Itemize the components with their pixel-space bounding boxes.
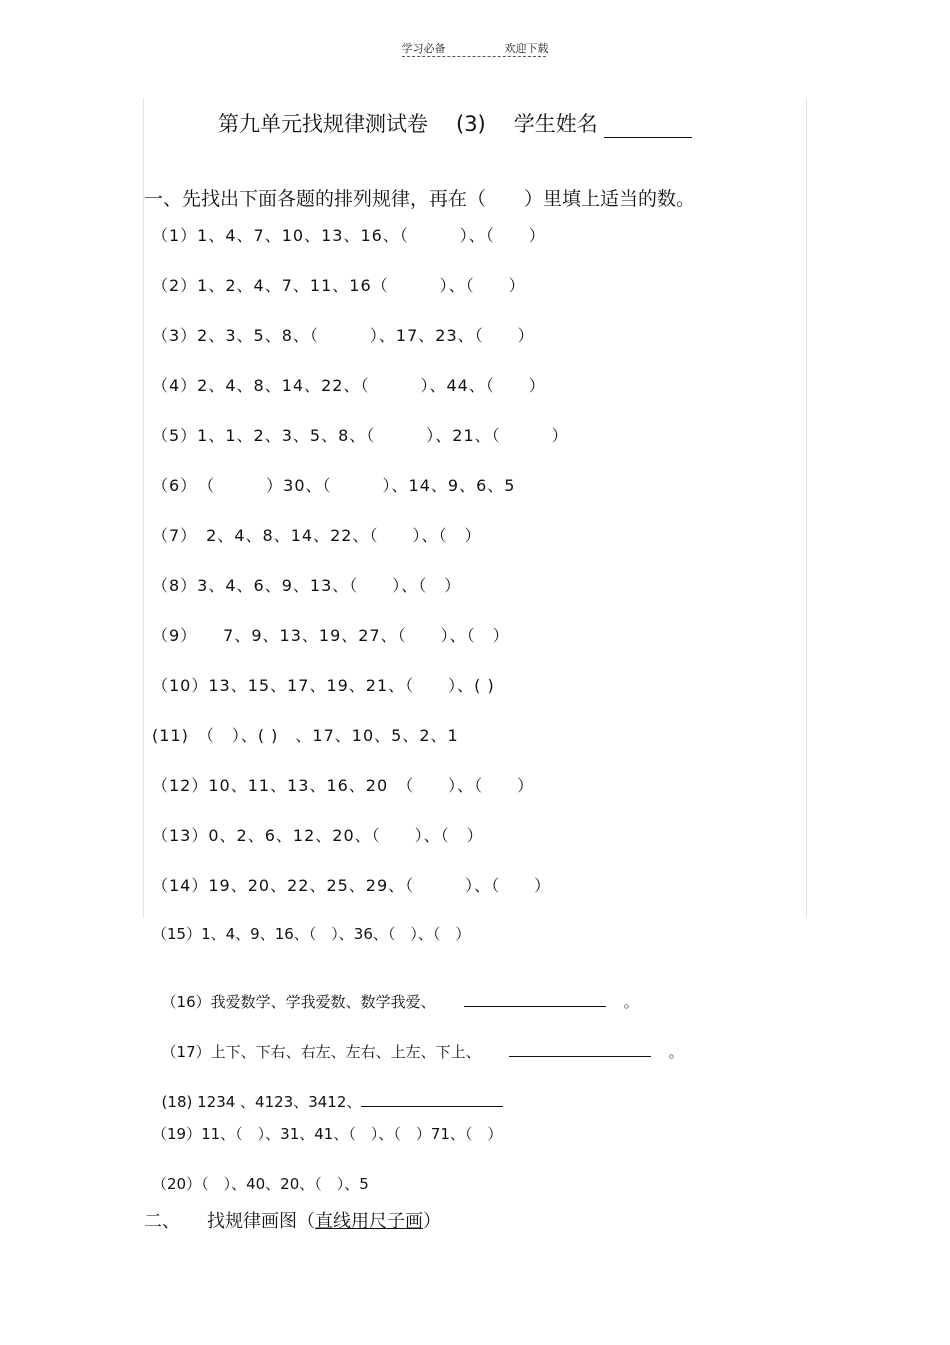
question-7: （7） 2、4、8、14、22、（ ）、（ ）: [152, 526, 482, 545]
question-17: [152, 1023, 684, 1062]
question-17-answer-line[interactable]: [509, 1042, 651, 1057]
question-1: （1）1、4、7、10、13、16、（ ）、（ ）: [152, 226, 546, 245]
question-10: （10）13、15、17、19、21、（ ）、( ): [152, 676, 495, 695]
question-17-text: （17）上下、下右、右左、左右、上左、下上、: [161, 1043, 481, 1061]
question-9: （9） 7、9、13、19、27、（ ）、（ ）: [152, 626, 510, 645]
question-16-text: （16）我爱数学、学我爱数、数学我爱、: [161, 993, 436, 1011]
question-16-answer-line[interactable]: [464, 992, 606, 1007]
question-8: （8）3、4、6、9、13、（ ）、（ ）: [152, 576, 462, 595]
header-right: 欢迎下载: [504, 42, 549, 55]
question-17-period: 。: [668, 1043, 684, 1061]
question-11: (11) （ ）、( ) 、17、10、5、2、1: [152, 726, 459, 745]
question-19: （19）11、（ ）、31、41、（ ）、（ ）71、（ ）: [152, 1125, 503, 1143]
question-5: （5）1、1、2、3、5、8、（ ）、21、（ ）: [152, 426, 569, 445]
question-12: （12）10、11、13、16、20 （ ）、（ ）: [152, 776, 535, 795]
question-3: （3）2、3、5、8、（ ）、17、23、（ ）: [152, 326, 535, 345]
question-14: （14）19、20、22、25、29、（ ）、（ ）: [152, 876, 552, 895]
question-18-answer-line[interactable]: [361, 1092, 503, 1107]
student-name-blank[interactable]: [604, 117, 692, 138]
question-6: （6） （ ）30、（ ）、14、9、6、5: [152, 476, 516, 495]
section-2-prefix: 二、 找规律画图（: [144, 1211, 315, 1232]
page-header: [0, 40, 950, 56]
question-2: （2）1、2、4、7、11、16（ ）、（ ）: [152, 276, 526, 295]
header-underline: [402, 56, 546, 57]
margin-line-right: [806, 98, 807, 918]
section-2-underlined: 直线用尺子画: [315, 1211, 423, 1232]
header-left: 学习必备: [401, 42, 446, 55]
section-2-suffix: ）: [423, 1211, 441, 1232]
question-13: （13）0、2、6、12、20、（ ）、（ ）: [152, 826, 484, 845]
title-main: 第九单元找规律测试卷: [218, 112, 428, 136]
question-15: （15）1、4、9、16、（ ）、36、（ ）、（ ）: [152, 925, 471, 943]
section-2-heading: [144, 1207, 441, 1233]
question-18: [152, 1073, 503, 1112]
question-20: （20）（ ）、40、20、（ ）、5: [152, 1175, 369, 1193]
margin-line-left: [143, 98, 144, 918]
title-number: (3): [456, 112, 486, 136]
section-1-heading: 一、先找出下面各题的排列规律，再在（ ）里填上适当的数。: [144, 188, 696, 210]
student-name-label: 学生姓名: [513, 112, 598, 136]
question-4: （4）2、4、8、14、22、（ ）、44、（ ）: [152, 376, 546, 395]
question-16: [152, 973, 639, 1012]
question-18-text: (18) 1234 、4123、3412、: [161, 1093, 362, 1111]
question-16-period: 。: [623, 993, 639, 1011]
page-title: [218, 108, 692, 138]
